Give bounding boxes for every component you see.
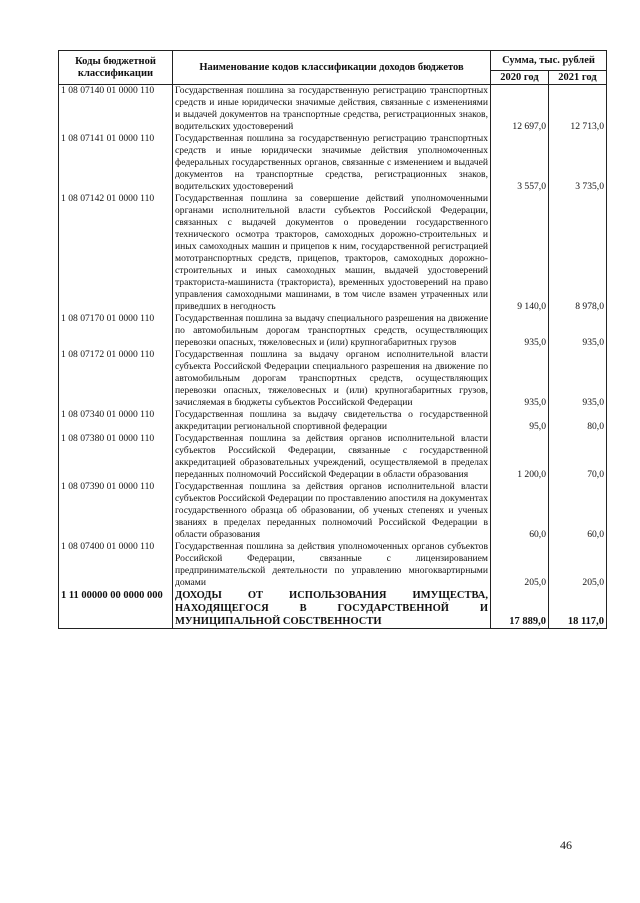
row-code: 1 08 07141 01 0000 110: [59, 133, 173, 193]
row-name: Государственная пошлина за действия уполномоченных органов субъектов Российской Федерации, связанные с лицензированием предпринимательской деятельности по управлению многоквартирными домами: [173, 541, 491, 589]
table-row: [59, 133, 607, 193]
row-value-2021: 80,0: [549, 409, 607, 433]
table-row: [59, 349, 607, 409]
row-value-2020: 60,0: [491, 481, 549, 541]
budget-revenue-table: [58, 50, 607, 629]
table-row: [59, 589, 607, 629]
table-body: [59, 85, 607, 629]
row-code: 1 08 07380 01 0000 110: [59, 433, 173, 481]
row-value-2020: 1 200,0: [491, 433, 549, 481]
row-name: ДОХОДЫ ОТ ИСПОЛЬЗОВАНИЯ ИМУЩЕСТВА, НАХОДЯЩЕГОСЯ В ГОСУДАРСТВЕННОЙ И МУНИЦИПАЛЬНОЙ СОБСТВЕННОСТИ: [173, 589, 491, 629]
table-row: [59, 193, 607, 313]
header-year-2020: 2020 год: [491, 71, 549, 85]
table-row: [59, 433, 607, 481]
header-name: Наименование кодов классификации доходов бюджетов: [173, 51, 491, 85]
table-row: [59, 85, 607, 134]
table-row: [59, 481, 607, 541]
row-value-2020: 9 140,0: [491, 193, 549, 313]
row-value-2021: 935,0: [549, 349, 607, 409]
row-value-2021: 205,0: [549, 541, 607, 589]
row-code: 1 08 07400 01 0000 110: [59, 541, 173, 589]
row-name: Государственная пошлина за совершение действий уполномоченными органами исполнительной власти субъектов Российской Федерации, связанных с выдачей документов о проведении государственного технического осмотра тракторов, самоходных дорожно-строительных и иных самоходных машин и прицепов к ним, государственной регистрацией мототранспортных средств, прицепов, тракторов, самоходных дорожно-строительных и иных самоходных машин, выдачей удостоверений тракториста-машиниста (тракториста), временных удостоверений на право управления самоходными машинами, в том числе взамен утраченных или приведших в негодность: [173, 193, 491, 313]
row-name: Государственная пошлина за выдачу специального разрешения на движение по автомобильным дорогам транспортных средств, осуществляющих перевозки опасных, тяжеловесных и (или) крупногабаритных грузов: [173, 313, 491, 349]
row-value-2021: 8 978,0: [549, 193, 607, 313]
row-value-2020: 17 889,0: [491, 589, 549, 629]
header-year-2021: 2021 год: [549, 71, 607, 85]
row-value-2021: 3 735,0: [549, 133, 607, 193]
row-value-2021: 60,0: [549, 481, 607, 541]
table-row: [59, 541, 607, 589]
table-row: [59, 313, 607, 349]
table-row: [59, 409, 607, 433]
row-name: Государственная пошлина за государственную регистрацию транспортных средств и иные юридически значимые действия, связанные с изменениями и выдачей документов на транспортные средства, регистрационных знаков, водительских удостоверений: [173, 85, 491, 134]
row-value-2021: 70,0: [549, 433, 607, 481]
row-code: 1 08 07142 01 0000 110: [59, 193, 173, 313]
row-name: Государственная пошлина за государственную регистрацию транспортных средств и иные юридически значимые действия уполномоченных федеральных государственных органов, связанные с изменением и выдачей документов на транспортные средства, регистрационных знаков, водительских удостоверений: [173, 133, 491, 193]
row-value-2021: 935,0: [549, 313, 607, 349]
header-code: Коды бюджетной классификации: [59, 51, 173, 85]
row-name: Государственная пошлина за действия органов исполнительной власти субъектов Российской Федерации, связанные с государственной аккредитацией образовательных учреждений, осуществляемой в пределах переданных полномочий Российской Федерации в области образования: [173, 433, 491, 481]
row-code: 1 08 07170 01 0000 110: [59, 313, 173, 349]
row-name: Государственная пошлина за выдачу органом исполнительной власти субъекта Российской Федерации специального разрешения на движение по автомобильным дорогам транспортных средств, осуществляющих перевозки опасных, тяжеловесных и (или) крупногабаритных грузов, зачисляемая в бюджеты субъектов Российской Федерации: [173, 349, 491, 409]
row-value-2021: 12 713,0: [549, 85, 607, 134]
row-code: 1 08 07390 01 0000 110: [59, 481, 173, 541]
page-number: 46: [560, 838, 572, 852]
row-code: 1 08 07340 01 0000 110: [59, 409, 173, 433]
row-value-2020: 95,0: [491, 409, 549, 433]
header-sum: Сумма, тыс. рублей: [491, 51, 607, 71]
row-value-2020: 935,0: [491, 349, 549, 409]
row-code: 1 08 07172 01 0000 110: [59, 349, 173, 409]
row-value-2020: 12 697,0: [491, 85, 549, 134]
row-code: 1 08 07140 01 0000 110: [59, 85, 173, 134]
table-header: [59, 51, 607, 85]
row-value-2020: 205,0: [491, 541, 549, 589]
row-value-2021: 18 117,0: [549, 589, 607, 629]
row-name: Государственная пошлина за выдачу свидетельства о государственной аккредитации региональной спортивной федерации: [173, 409, 491, 433]
row-name: Государственная пошлина за действия органов исполнительной власти субъектов Российской Федерации по проставлению апостиля на документах государственного образца об образовании, об ученых степенях и ученых званиях в пределах переданных полномочий Российской Федерации в области образования: [173, 481, 491, 541]
row-value-2020: 935,0: [491, 313, 549, 349]
budget-table-container: [58, 50, 606, 629]
row-code: 1 11 00000 00 0000 000: [59, 589, 173, 629]
row-value-2020: 3 557,0: [491, 133, 549, 193]
